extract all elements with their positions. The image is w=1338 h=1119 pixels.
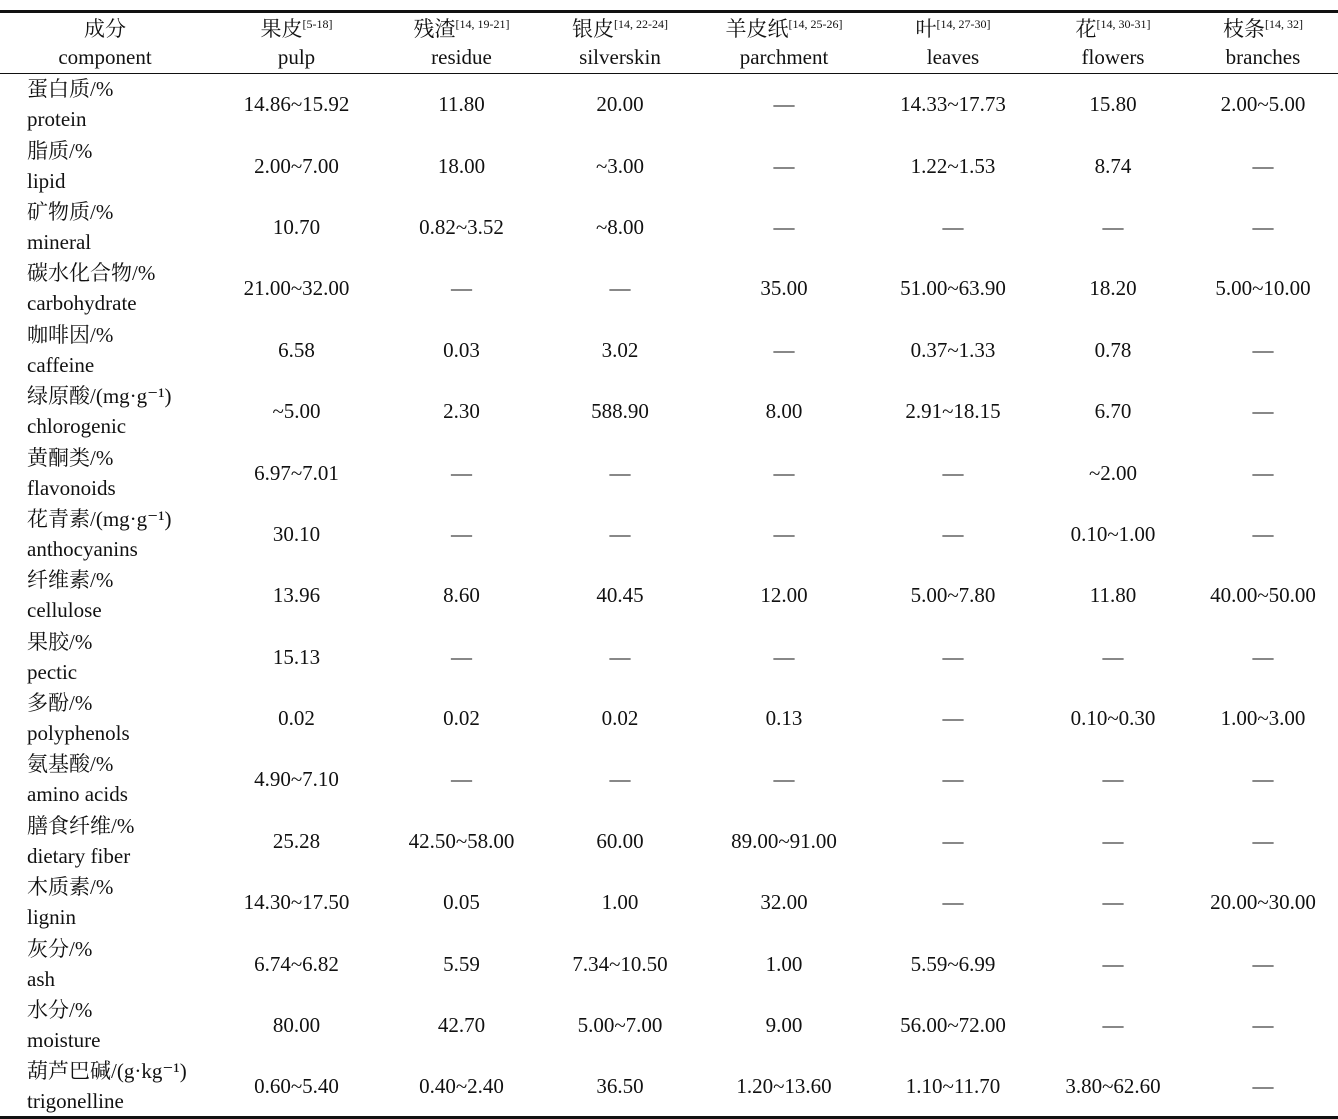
value-cell: —	[451, 644, 472, 669]
component-name-en: dietary fiber	[27, 843, 131, 868]
value-cell: 40.00~50.00	[1210, 583, 1316, 608]
component-cell	[0, 380, 210, 441]
value-cell: 42.50~58.00	[408, 828, 515, 853]
component-name-en: moisture	[27, 1028, 101, 1053]
table-row	[0, 933, 1338, 994]
header-branches-en: branches	[1225, 45, 1301, 69]
component-cell	[0, 810, 210, 871]
value-cell: 12.00	[760, 583, 808, 608]
header-residue	[383, 12, 540, 74]
component-name-en: cellulose	[27, 598, 102, 623]
component-name-en: flavonoids	[27, 475, 116, 500]
value-cell: —	[451, 460, 472, 485]
component-name-en: caffeine	[27, 352, 95, 377]
header-silverskin	[540, 12, 700, 74]
value-cell: 5.00~7.80	[910, 583, 996, 608]
value-cell: 5.59~6.99	[910, 951, 996, 976]
value-cell: —	[609, 644, 631, 669]
value-cell: 7.34~10.50	[572, 951, 668, 976]
value-cell: —	[942, 644, 964, 669]
value-cell: 35.00	[760, 276, 808, 301]
table-row	[0, 196, 1338, 257]
header-leaves-zh: 叶	[915, 17, 937, 41]
header-branches-ref: [14, 32]	[1265, 17, 1303, 31]
component-cell	[0, 933, 210, 994]
value-cell: —	[1252, 951, 1274, 976]
value-cell: 80.00	[272, 1013, 321, 1038]
component-name-en: pectic	[27, 659, 78, 684]
value-cell: 13.96	[272, 583, 321, 608]
value-cell: —	[1102, 890, 1124, 915]
table-row	[0, 626, 1338, 687]
component-name-zh: 脂质/%	[27, 138, 93, 163]
value-cell: —	[451, 767, 472, 792]
value-cell: 14.86~15.92	[243, 92, 350, 117]
composition-table	[0, 10, 1338, 1119]
value-cell: —	[1252, 153, 1274, 178]
value-cell: —	[1252, 1073, 1274, 1098]
header-row	[0, 12, 1338, 74]
value-cell: —	[942, 890, 964, 915]
header-pulp-zh: 果皮	[260, 17, 303, 41]
value-cell: 0.40~2.40	[419, 1073, 504, 1098]
value-cell: 0.02	[601, 706, 639, 731]
value-cell: 0.13	[765, 706, 803, 731]
table-row	[0, 687, 1338, 748]
component-name-zh: 蛋白质/%	[27, 77, 114, 102]
header-pulp-en: pulp	[277, 45, 316, 69]
value-cell: —	[609, 521, 631, 546]
header-parchment-en: parchment	[739, 45, 829, 69]
header-silverskin-en: silverskin	[579, 45, 661, 69]
value-cell: 56.00~72.00	[900, 1013, 1006, 1038]
table-row	[0, 319, 1338, 380]
component-name-en: protein	[27, 107, 87, 132]
component-cell	[0, 196, 210, 257]
header-pulp	[210, 12, 383, 74]
component-name-zh: 碳水化合物/%	[27, 261, 156, 286]
table-row	[0, 258, 1338, 319]
value-cell: —	[773, 337, 795, 362]
value-cell: —	[942, 214, 964, 239]
table-row	[0, 74, 1338, 135]
component-name-zh: 果胶/%	[27, 629, 93, 654]
value-cell: 14.30~17.50	[243, 890, 350, 915]
value-cell: —	[773, 214, 795, 239]
value-cell: ~5.00	[272, 399, 321, 424]
table-row	[0, 872, 1338, 933]
value-cell: —	[942, 706, 964, 731]
value-cell: 3.02	[601, 337, 639, 362]
component-name-en: anthocyanins	[27, 536, 138, 561]
composition-table-container	[0, 10, 1338, 1119]
header-silverskin-zh: 银皮	[572, 17, 614, 41]
value-cell: 4.90~7.10	[254, 767, 339, 792]
value-cell: 8.00	[765, 399, 803, 424]
component-name-en: trigonelline	[27, 1088, 124, 1113]
value-cell: —	[1102, 214, 1124, 239]
value-cell: 2.00~7.00	[254, 153, 339, 178]
table-header	[0, 12, 1338, 74]
component-cell	[0, 74, 210, 135]
value-cell: —	[1252, 1013, 1274, 1038]
table-row	[0, 380, 1338, 441]
value-cell: 8.60	[443, 583, 480, 608]
component-name-en: lignin	[27, 905, 77, 930]
value-cell: ~2.00	[1088, 460, 1138, 485]
component-name-zh: 咖啡因/%	[27, 322, 114, 347]
value-cell: 9.00	[765, 1013, 803, 1038]
header-residue-ref: [14, 19-21]	[455, 17, 510, 31]
component-name-zh: 绿原酸/(mg·g⁻¹)	[27, 384, 172, 409]
component-cell	[0, 994, 210, 1055]
value-cell: —	[1252, 460, 1274, 485]
value-cell: 1.00	[765, 951, 803, 976]
value-cell: —	[1252, 767, 1274, 792]
value-cell: ~3.00	[595, 153, 645, 178]
component-name-en: lipid	[27, 168, 66, 193]
value-cell: —	[609, 767, 631, 792]
value-cell: 1.10~11.70	[905, 1073, 1001, 1098]
value-cell: 0.10~0.30	[1070, 706, 1156, 731]
component-name-zh: 花青素/(mg·g⁻¹)	[27, 506, 172, 531]
value-cell: 0.82~3.52	[419, 214, 504, 239]
header-residue-en: residue	[431, 45, 492, 69]
value-cell: 6.74~6.82	[254, 951, 339, 976]
component-name-en: mineral	[27, 229, 92, 254]
value-cell: 2.00~5.00	[1220, 92, 1306, 117]
value-cell: —	[942, 828, 964, 853]
value-cell: 21.00~32.00	[243, 276, 350, 301]
value-cell: 11.80	[438, 92, 485, 117]
component-name-zh: 多酚/%	[27, 691, 93, 716]
value-cell: 89.00~91.00	[731, 828, 837, 853]
table-row	[0, 565, 1338, 626]
header-parchment-zh: 羊皮纸	[725, 17, 789, 41]
value-cell: 5.59	[443, 951, 480, 976]
value-cell: —	[1102, 767, 1124, 792]
header-flowers-ref: [14, 30-31]	[1096, 17, 1151, 31]
table-row	[0, 810, 1338, 871]
header-flowers	[1038, 12, 1188, 74]
value-cell: 1.00~3.00	[1220, 706, 1306, 731]
value-cell: —	[1252, 399, 1274, 424]
value-cell: 0.10~1.00	[1070, 521, 1156, 546]
value-cell: —	[609, 276, 631, 301]
value-cell: 6.58	[278, 337, 315, 362]
component-name-zh: 水分/%	[27, 998, 93, 1023]
value-cell: —	[942, 460, 964, 485]
component-cell	[0, 872, 210, 933]
header-parchment	[700, 12, 868, 74]
component-cell	[0, 626, 210, 687]
value-cell: —	[1102, 644, 1124, 669]
component-name-zh: 纤维素/%	[27, 568, 114, 593]
value-cell: 60.00	[596, 828, 644, 853]
value-cell: 1.20~13.60	[736, 1073, 832, 1098]
value-cell: 15.13	[272, 644, 321, 669]
component-name-zh: 灰分/%	[27, 936, 93, 961]
table-row	[0, 994, 1338, 1055]
value-cell: 0.37~1.33	[910, 337, 996, 362]
value-cell: 0.02	[443, 706, 480, 731]
header-leaves	[868, 12, 1038, 74]
value-cell: 32.00	[760, 890, 808, 915]
value-cell: —	[773, 92, 795, 117]
component-name-en: polyphenols	[27, 721, 130, 746]
value-cell: 25.28	[272, 828, 321, 853]
value-cell: 5.00~10.00	[1215, 276, 1311, 301]
component-cell	[0, 1056, 210, 1118]
value-cell: 0.05	[443, 890, 480, 915]
header-pulp-ref: [5-18]	[302, 17, 333, 31]
header-branches-zh: 枝条	[1223, 17, 1265, 41]
component-cell	[0, 135, 210, 196]
table-row	[0, 442, 1338, 503]
value-cell: 18.00	[437, 153, 486, 178]
header-component-en: component	[58, 45, 152, 69]
value-cell: 14.33~17.73	[900, 92, 1006, 117]
header-residue-zh: 残渣	[413, 17, 456, 41]
component-name-zh: 膳食纤维/%	[27, 813, 135, 838]
value-cell: —	[1252, 214, 1274, 239]
table-row	[0, 135, 1338, 196]
value-cell: —	[773, 767, 795, 792]
value-cell: —	[1102, 1013, 1124, 1038]
value-cell: 42.70	[437, 1013, 486, 1038]
value-cell: 588.90	[591, 399, 649, 424]
component-cell	[0, 258, 210, 319]
table-row	[0, 503, 1338, 564]
value-cell: 30.10	[272, 521, 321, 546]
value-cell: —	[773, 460, 795, 485]
value-cell: —	[773, 521, 795, 546]
component-cell	[0, 319, 210, 380]
component-cell	[0, 503, 210, 564]
component-name-zh: 矿物质/%	[27, 199, 114, 224]
value-cell: —	[451, 521, 472, 546]
value-cell: —	[1252, 337, 1274, 362]
value-cell: 10.70	[272, 214, 321, 239]
component-name-en: chlorogenic	[27, 414, 127, 439]
header-component-zh: 成分	[84, 17, 126, 41]
header-flowers-zh: 花	[1075, 17, 1097, 41]
header-flowers-en: flowers	[1081, 45, 1145, 69]
value-cell: —	[942, 767, 964, 792]
value-cell: ~8.00	[595, 214, 645, 239]
value-cell: 20.00~30.00	[1210, 890, 1316, 915]
table-row	[0, 1056, 1338, 1118]
component-cell	[0, 442, 210, 503]
value-cell: —	[1102, 951, 1124, 976]
header-leaves-ref: [14, 27-30]	[936, 17, 991, 31]
value-cell: 40.45	[596, 583, 644, 608]
value-cell: —	[1252, 828, 1274, 853]
value-cell: 11.80	[1089, 583, 1137, 608]
value-cell: 1.00	[601, 890, 639, 915]
value-cell: 18.20	[1089, 276, 1137, 301]
component-name-en: carbohydrate	[27, 291, 137, 316]
component-cell	[0, 749, 210, 810]
value-cell: 8.74	[1094, 153, 1132, 178]
value-cell: —	[451, 276, 472, 301]
component-cell	[0, 565, 210, 626]
value-cell: —	[1252, 644, 1274, 669]
header-leaves-en: leaves	[926, 45, 980, 69]
value-cell: —	[942, 521, 964, 546]
value-cell: 3.80~62.60	[1065, 1073, 1161, 1098]
value-cell: 0.78	[1094, 337, 1132, 362]
value-cell: 36.50	[596, 1073, 644, 1098]
value-cell: —	[609, 460, 631, 485]
header-component	[0, 12, 210, 74]
value-cell: —	[1102, 828, 1124, 853]
header-silverskin-ref: [14, 22-24]	[614, 17, 668, 31]
value-cell: 6.97~7.01	[254, 460, 339, 485]
value-cell: 2.91~18.15	[905, 399, 1001, 424]
component-name-zh: 葫芦巴碱/(g·kg⁻¹)	[27, 1058, 187, 1083]
value-cell: 6.70	[1094, 399, 1132, 424]
value-cell: 0.60~5.40	[254, 1073, 339, 1098]
component-name-en: ash	[27, 966, 55, 991]
value-cell: 1.22~1.53	[910, 153, 996, 178]
component-cell	[0, 687, 210, 748]
value-cell: 51.00~63.90	[900, 276, 1006, 301]
value-cell: 20.00	[596, 92, 644, 117]
component-name-zh: 氨基酸/%	[27, 752, 114, 777]
table-body	[0, 74, 1338, 1118]
component-name-zh: 木质素/%	[27, 875, 114, 900]
value-cell: 0.03	[443, 337, 480, 362]
value-cell: 5.00~7.00	[577, 1013, 663, 1038]
component-name-zh: 黄酮类/%	[27, 445, 114, 470]
header-parchment-ref: [14, 25-26]	[788, 17, 843, 31]
value-cell: —	[773, 644, 795, 669]
value-cell: 2.30	[443, 399, 480, 424]
value-cell: —	[1252, 521, 1274, 546]
value-cell: 0.02	[278, 706, 315, 731]
table-row	[0, 749, 1338, 810]
value-cell: 15.80	[1089, 92, 1137, 117]
value-cell: —	[773, 153, 795, 178]
header-branches	[1188, 12, 1338, 74]
component-name-en: amino acids	[27, 782, 128, 807]
